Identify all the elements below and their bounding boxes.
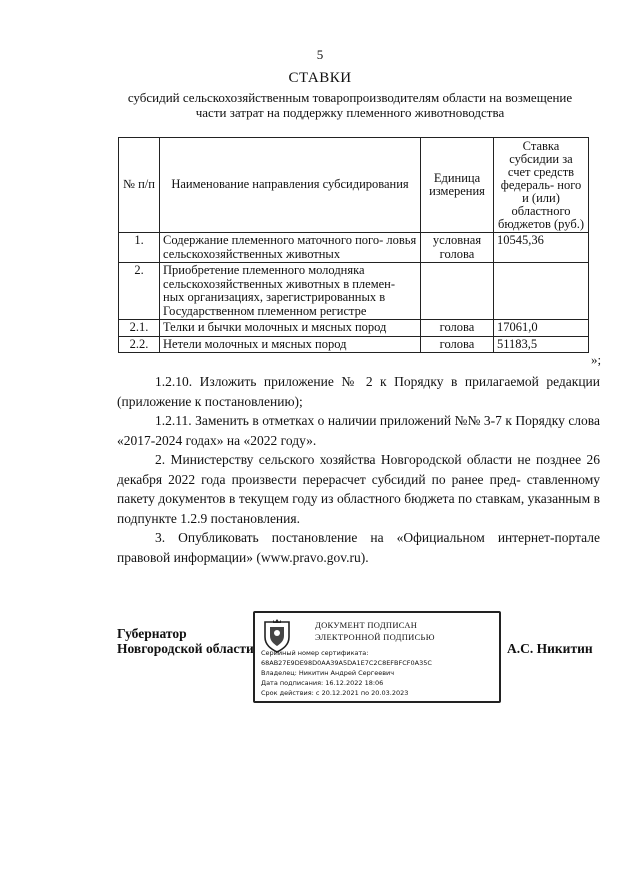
paragraph-2: 2. Министерству сельского хозяйства Новгородской области не позднее 26 декабря 2022 года произвести перерасчет субсидий по ранее пред- ставленному пакету документов в текущем году из областного бюджета по ставкам, указанным в подпункте 1.2.9 постановления.	[117, 452, 600, 526]
paragraph-1-2-10: 1.2.10. Изложить приложение № 2 к Порядку в прилагаемой редакции (приложение к постановлению);	[117, 374, 600, 409]
signatory-name: А.С. Никитин	[507, 641, 593, 656]
stamp-heading-1: ДОКУМЕНТ ПОДПИСАН	[315, 620, 418, 630]
coat-of-arms-icon	[261, 619, 293, 653]
position-line-1: Губернатор	[117, 626, 187, 641]
stamp-cert-number: 68AB27E9DE98D0AA39A5DA1E7C2C8EFBFCF0A35C	[261, 659, 432, 667]
subsidy-rates-table	[118, 137, 589, 353]
table-row	[119, 233, 589, 263]
header-name: Наименование направления субсидирования	[160, 138, 421, 233]
stamp-cert-label: Серийный номер сертификата:	[261, 649, 369, 657]
stamp-validity: Срок действия: с 20.12.2021 по 20.03.2023	[261, 689, 409, 697]
row-name: Содержание племенного маточного пого- ловья сельскохозяйственных животных	[160, 233, 421, 263]
table-end-quote: »;	[591, 352, 602, 367]
row-name: Нетели молочных и мясных пород	[160, 336, 421, 353]
row-rate: 51183,5	[494, 336, 589, 353]
row-rate: 10545,36	[494, 233, 589, 263]
row-num: 1.	[119, 233, 160, 263]
row-unit: условная голова	[421, 233, 494, 263]
paragraph-1-2-11: 1.2.11. Заменить в отметках о наличии приложений №№ 3-7 к Порядку слова «2017-2024 годах» на «2022 году».	[117, 413, 600, 448]
header-unit: Единица измерения	[421, 138, 494, 233]
row-num: 2.1.	[119, 320, 160, 337]
header-num: № п/п	[119, 138, 160, 233]
position-line-2: Новгородской области	[117, 641, 254, 656]
row-unit: голова	[421, 336, 494, 353]
signatory-position	[117, 626, 254, 656]
table-row	[119, 320, 589, 337]
stamp-owner: Владелец: Никитин Андрей Сергеевич	[261, 669, 395, 677]
table-header-row	[119, 138, 589, 233]
document-title: СТАВКИ	[288, 70, 352, 86]
row-name: Приобретение племенного молодняка сельскохозяйственных животных в племен- ных организациях, зарегистрированных в Государственном племенном регистре	[160, 263, 421, 320]
stamp-heading-2: ЭЛЕКТРОННОЙ ПОДПИСЬЮ	[315, 632, 435, 642]
electronic-signature-stamp	[253, 611, 501, 703]
row-num: 2.	[119, 263, 160, 320]
paragraph-3: 3. Опубликовать постановление на «Официальном интернет-портале правовой информации» (www.pravo.gov.ru).	[117, 530, 600, 565]
row-rate	[494, 263, 589, 320]
table-row	[119, 263, 589, 320]
row-unit: голова	[421, 320, 494, 337]
document-subtitle: субсидий сельскохозяйственным товаропроизводителям области на возмещение части затрат на поддержку племенного животноводства	[127, 90, 573, 120]
header-rate: Ставка субсидии за счет средств федераль- ного и (или) областного бюджетов (руб.)	[494, 138, 589, 233]
row-name: Телки и бычки молочных и мясных пород	[160, 320, 421, 337]
row-num: 2.2.	[119, 336, 160, 353]
row-unit	[421, 263, 494, 320]
page-number: 5	[316, 47, 324, 62]
stamp-signed-date: Дата подписания: 16.12.2022 18:06	[261, 679, 384, 687]
row-rate: 17061,0	[494, 320, 589, 337]
table-row	[119, 336, 589, 353]
